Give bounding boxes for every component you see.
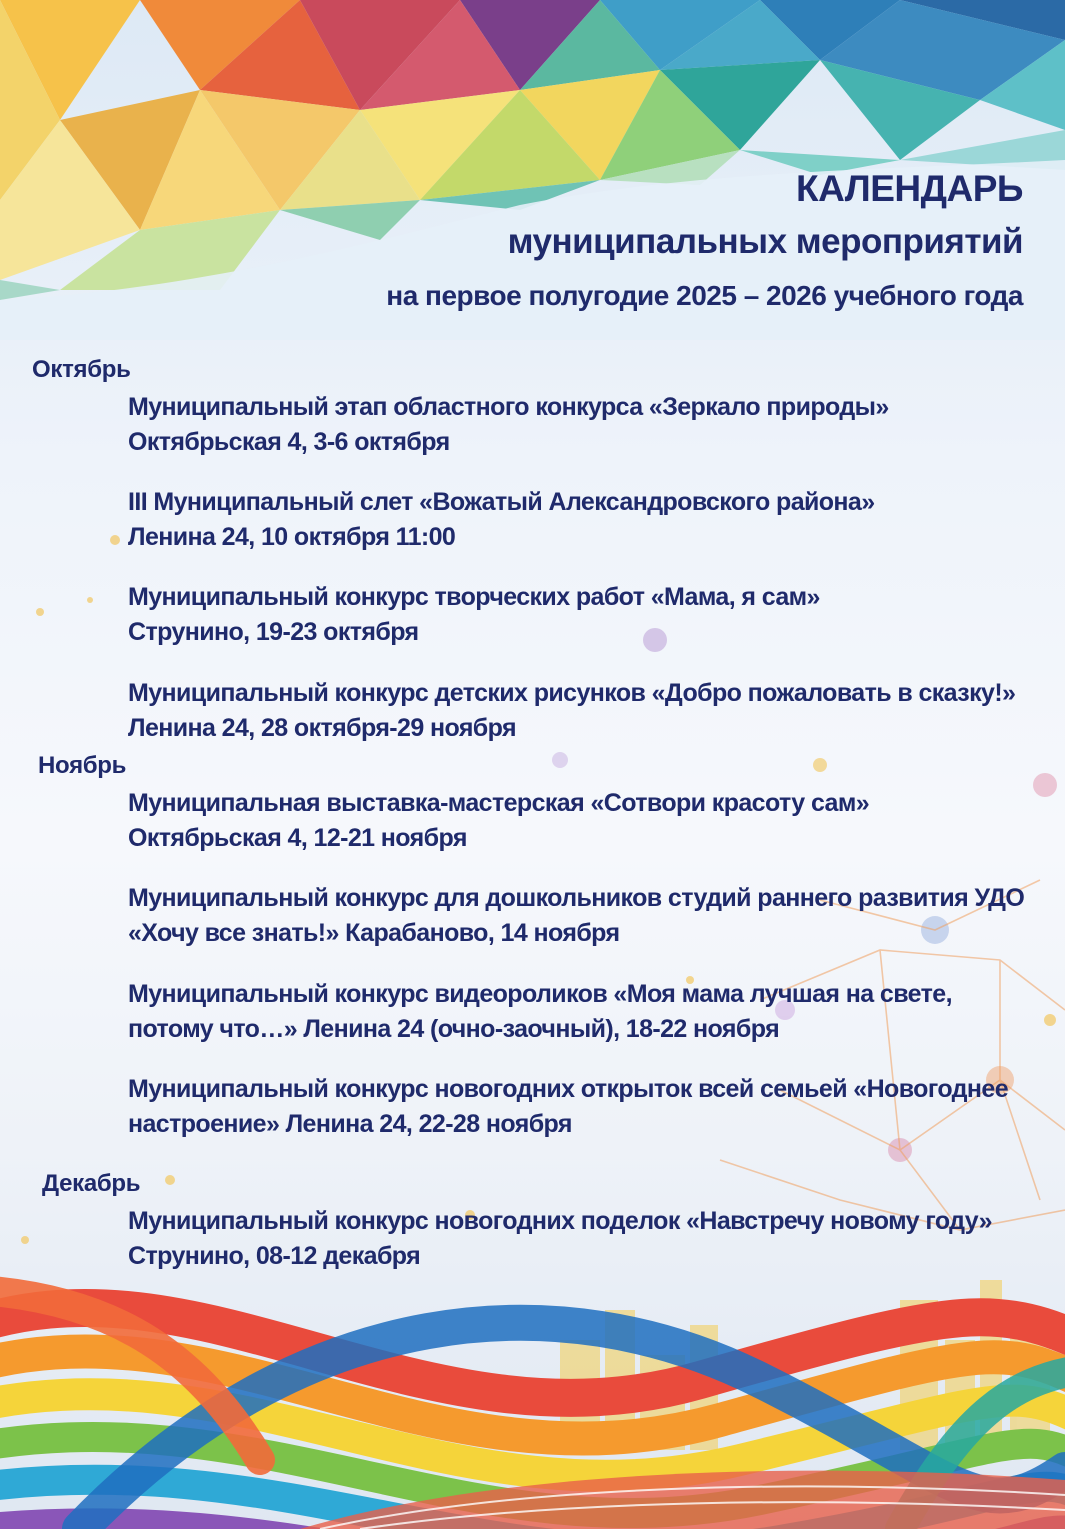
event-item	[128, 676, 1038, 746]
event-title: Муниципальный конкурс творческих работ «Мама, я сам»	[128, 583, 820, 611]
event-item	[128, 485, 1038, 555]
event-details: Струнино, 19-23 октября	[128, 618, 419, 646]
event-title: Муниципальный этап областного конкурса «Зеркало природы»	[128, 393, 889, 421]
event-details: Октябрьская 4, 12-21 ноября	[128, 824, 467, 852]
poster-period: на первое полугодие 2025 – 2026 учебного года	[386, 280, 1023, 311]
month-heading-october: Октябрь	[32, 356, 131, 383]
event-details: настроение» Ленина 24, 22-28 ноября	[128, 1110, 572, 1138]
event-item	[128, 580, 1038, 650]
month-heading-november: Ноябрь	[38, 752, 127, 779]
poster-title: КАЛЕНДАРЬ	[796, 168, 1023, 209]
month-heading-december: Декабрь	[42, 1170, 141, 1197]
event-title: Муниципальный конкурс для дошкольников студий раннего развития УДО	[128, 884, 1025, 912]
event-title: Муниципальный конкурс видеороликов «Моя мама лучшая на свете,	[128, 980, 952, 1008]
event-item	[128, 390, 1038, 460]
event-details: Струнино, 08-12 декабря	[128, 1242, 421, 1270]
event-details: Ленина 24, 10 октября 11:00	[128, 523, 456, 551]
event-details: Октябрьская 4, 3-6 октября	[128, 428, 450, 456]
event-item	[128, 1072, 1038, 1142]
event-item	[128, 1204, 1038, 1274]
event-item	[128, 786, 1038, 856]
event-item	[128, 977, 1038, 1047]
event-title: Муниципальная выставка-мастерская «Сотвори красоту сам»	[128, 789, 870, 817]
event-title: III Муниципальный слет «Вожатый Александровского района»	[128, 488, 875, 516]
event-item	[128, 881, 1038, 951]
event-details: «Хочу все знать!» Карабаново, 14 ноября	[128, 919, 620, 947]
event-details: Ленина 24, 28 октября-29 ноября	[128, 714, 516, 742]
poster-subtitle: муниципальных мероприятий	[507, 222, 1023, 261]
event-title: Муниципальный конкурс новогодних открыток всей семьей «Новогоднее	[128, 1075, 1009, 1103]
event-details: потому что…» Ленина 24 (очно-заочный), 18-22 ноября	[128, 1015, 780, 1043]
event-title: Муниципальный конкурс новогодних поделок «Навстречу новому году»	[128, 1207, 992, 1235]
event-title: Муниципальный конкурс детских рисунков «Добро пожаловать в сказку!»	[128, 679, 1016, 707]
